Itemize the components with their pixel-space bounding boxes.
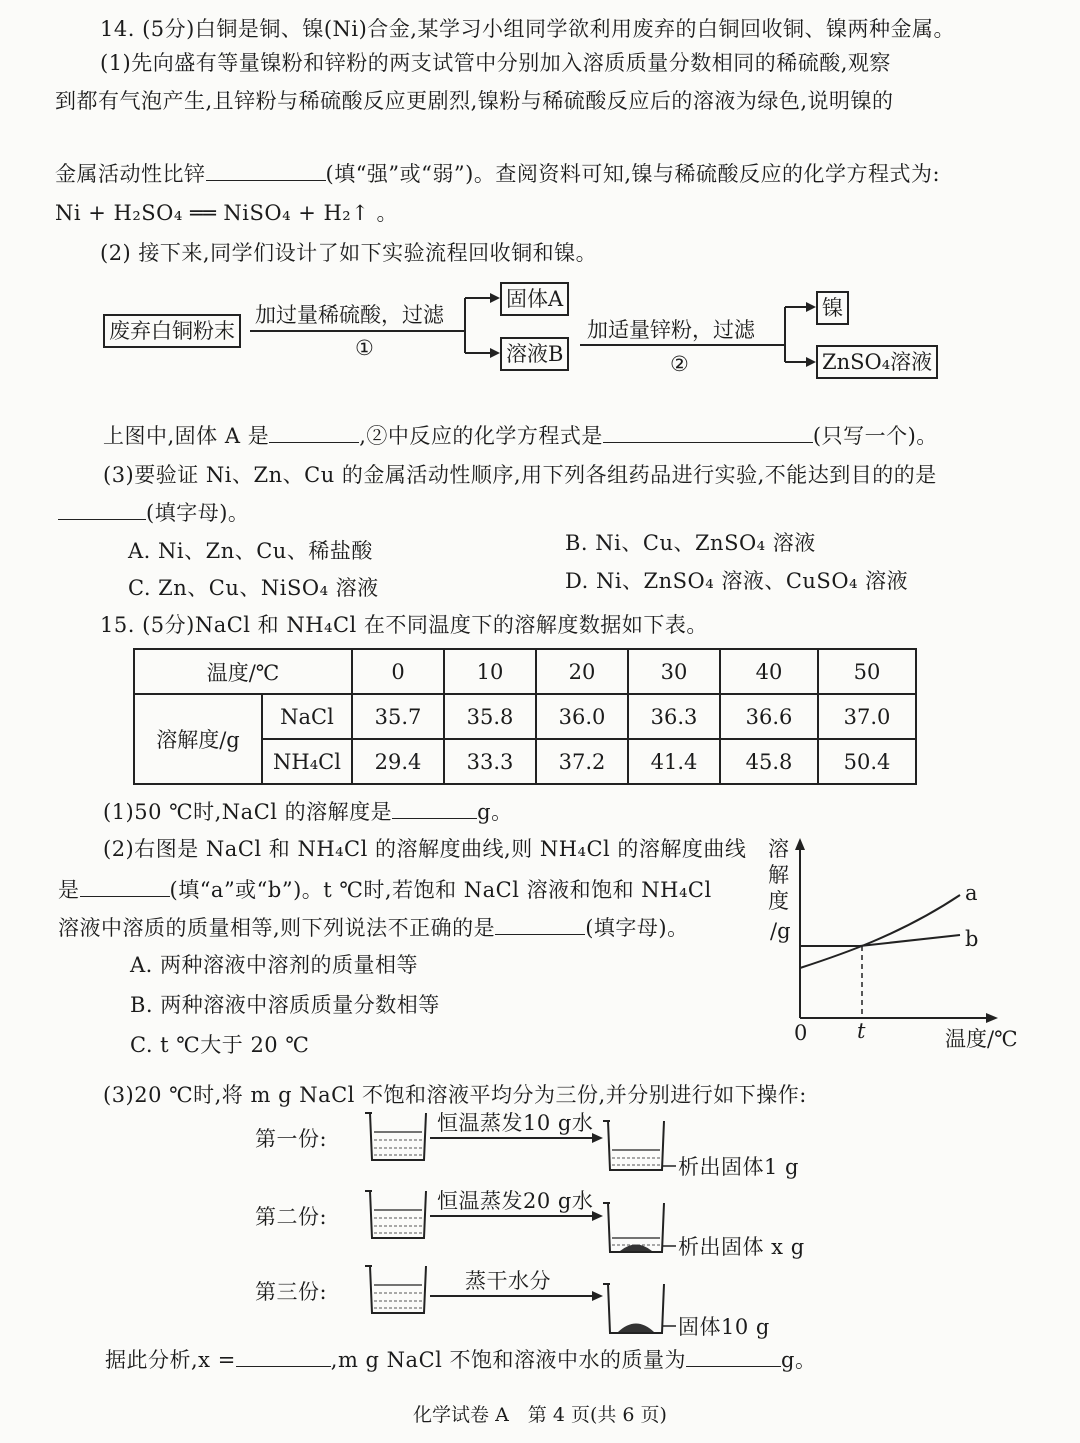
q15-option-a: A. 两种溶液中溶剂的质量相等: [130, 953, 419, 977]
beaker-icon: [365, 1113, 426, 1160]
table-cell: 40: [720, 649, 818, 694]
flow-start-box: 废弃白铜粉末: [103, 314, 241, 348]
q15-final-text-a: 据此分析,x =: [105, 1348, 236, 1372]
q14-title: 14. (5分)白铜是铜、镍(Ni)合金,某学习小组同学欲利用废弃的白铜回收铜、镍两种金属。: [100, 17, 955, 41]
q14-part1-line3-text-a: 金属活动性比锌: [55, 162, 206, 186]
graph-origin-label: 0: [794, 1021, 808, 1045]
table-cell: NaCl: [262, 694, 352, 739]
q15-part2-text-c: 溶液中溶质的质量相等,则下列说法不正确的是: [58, 916, 496, 940]
table-cell: NH₄Cl: [262, 739, 352, 784]
table-cell: 50.4: [818, 739, 916, 784]
q14-part1-line1: (1)先向盛有等量镍粉和锌粉的两支试管中分别加入溶质质量分数相同的稀硫酸,观察: [100, 51, 891, 75]
operation-3-action: 蒸干水分: [465, 1269, 551, 1293]
beaker-icon: [603, 1121, 664, 1170]
table-cell: 35.7: [352, 694, 444, 739]
table-cell: 41.4: [628, 739, 720, 784]
q15-final: [105, 1344, 817, 1375]
q14-part2-text-a: 上图中,固体 A 是: [103, 424, 270, 448]
beaker-icon: [365, 1266, 426, 1313]
operation-3-result: 固体10 g: [678, 1315, 770, 1339]
q15-option-b: B. 两种溶液中溶质质量分数相等: [130, 993, 440, 1017]
q14-option-c: C. Zn、Cu、NiSO₄ 溶液: [128, 576, 379, 600]
operation-2-result: 析出固体 x g: [678, 1235, 805, 1259]
table-cell: 29.4: [352, 739, 444, 784]
table-cell: 35.8: [444, 694, 536, 739]
q14-option-b: B. Ni、Cu、ZnSO₄ 溶液: [565, 531, 816, 555]
table-cell: 36.3: [628, 694, 720, 739]
temp-header-cell: 温度/℃: [134, 649, 352, 694]
flow-solution-b-box: 溶液B: [500, 337, 569, 371]
operation-1-action: 恒温蒸发10 g水: [437, 1111, 594, 1135]
flow-nickel-box: 镍: [816, 291, 849, 325]
q14-option-d: D. Ni、ZnSO₄ 溶液、CuSO₄ 溶液: [565, 569, 909, 593]
table-cell: 30: [628, 649, 720, 694]
q14-part2-text-b: ,②中反应的化学方程式是: [359, 424, 603, 448]
q15-part2-line1: (2)右图是 NaCl 和 NH₄Cl 的溶解度曲线,则 NH₄Cl 的溶解度曲线: [103, 837, 747, 861]
q14-option-a: A. Ni、Zn、Cu、稀盐酸: [128, 539, 373, 563]
page-footer: 化学试卷 A 第 4 页(共 6 页): [413, 1404, 667, 1426]
graph-t-label: t: [857, 1019, 866, 1043]
operation-3-label: 第三份:: [255, 1280, 328, 1304]
flow-step1-number: ①: [355, 336, 374, 360]
table-cell: 37.0: [818, 694, 916, 739]
q14-equation: Ni + H₂SO₄ ══ NiSO₄ + H₂↑ 。: [55, 201, 398, 225]
table-cell: 33.3: [444, 739, 536, 784]
table-cell: 50: [818, 649, 916, 694]
q15-final-text-c: g。: [781, 1348, 817, 1372]
q14-part3-text: (填字母)。: [146, 501, 250, 525]
flow-step2-number: ②: [670, 352, 689, 376]
operation-2-action: 恒温蒸发20 g水: [437, 1189, 594, 1213]
beaker-icon: [603, 1203, 664, 1252]
flow-solid-a-box: 固体A: [500, 282, 569, 316]
q15-option-c: C. t ℃大于 20 ℃: [130, 1033, 310, 1057]
flow-step1-label: 加过量稀硫酸，过滤: [255, 303, 444, 327]
beaker-icon: [603, 1284, 664, 1333]
table-cell: 0: [352, 649, 444, 694]
q15-final-text-b: ,m g NaCl 不饱和溶液中水的质量为: [330, 1348, 687, 1372]
q14-part1-line2: 到都有气泡产生,且锌粉与稀硫酸反应更剧烈,镍粉与稀硫酸反应后的溶液为绿色,说明镍的: [55, 89, 894, 113]
q14-part3-line1: (3)要验证 Ni、Zn、Cu 的金属活动性顺序,用下列各组药品进行实验,不能达到目的的是: [103, 463, 937, 487]
operation-2-label: 第二份:: [255, 1205, 328, 1229]
solubility-header-cell: 溶解度/g: [134, 694, 262, 784]
table-cell: 36.6: [720, 694, 818, 739]
graph-curve-a-label: a: [965, 881, 978, 905]
table-cell: 10: [444, 649, 536, 694]
operation-1-label: 第一份:: [255, 1127, 328, 1151]
q15-part2-text-d: (填字母)。: [585, 916, 689, 940]
answer-blank[interactable]: [236, 1344, 331, 1367]
q15-part2-text-b: (填“a”或“b”)。t ℃时,若饱和 NaCl 溶液和饱和 NH₄Cl: [169, 878, 712, 902]
graph-ylabel-2: 解: [768, 863, 789, 887]
graph-xlabel: 温度/℃: [945, 1027, 1018, 1051]
q15-part1-text-b: g。: [477, 800, 513, 824]
graph-curve-b-label: b: [965, 927, 979, 951]
q15-part2-text-a: 是: [58, 878, 80, 902]
q15-title: 15. (5分)NaCl 和 NH₄Cl 在不同温度下的溶解度数据如下表。: [100, 613, 708, 637]
q14-part1-line3-text-b: (填“强”或“弱”)。查阅资料可知,镍与稀硫酸反应的化学方程式为:: [325, 162, 941, 186]
q14-part2-text-c: (只写一个)。: [812, 424, 938, 448]
operation-1-result: 析出固体1 g: [678, 1155, 799, 1179]
flow-step2-label: 加适量锌粉，过滤: [587, 318, 755, 342]
q15-part1-text-a: (1)50 ℃时,NaCl 的溶解度是: [103, 800, 393, 824]
q15-part3: (3)20 ℃时,将 m g NaCl 不饱和溶液平均分为三份,并分别进行如下操作:: [103, 1083, 807, 1107]
table-cell: 45.8: [720, 739, 818, 784]
table-cell: 36.0: [536, 694, 628, 739]
q14-part2-intro: (2) 接下来,同学们设计了如下实验流程回收铜和镍。: [100, 241, 598, 265]
graph-ylabel-1: 溶: [768, 837, 789, 861]
graph-ylabel-4: /g: [770, 919, 791, 943]
table-cell: 20: [536, 649, 628, 694]
flow-znso4-box: ZnSO₄溶液: [816, 345, 938, 379]
answer-blank[interactable]: [686, 1344, 781, 1367]
table-cell: 37.2: [536, 739, 628, 784]
graph-ylabel-3: 度: [768, 889, 789, 913]
beaker-icon: [365, 1191, 426, 1238]
